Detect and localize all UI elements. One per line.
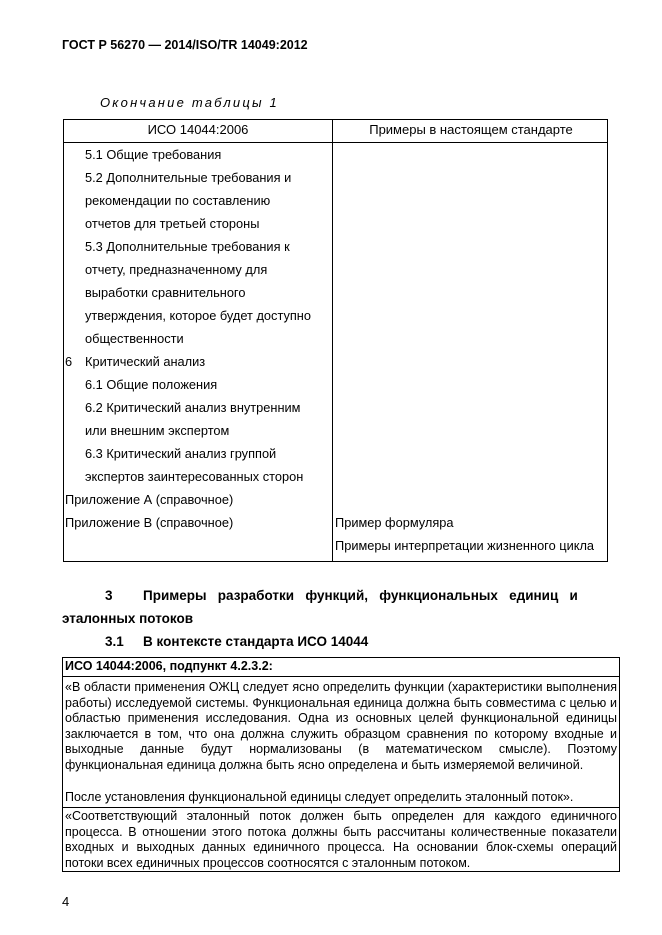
table-row: рекомендации по составлению <box>85 193 271 208</box>
section-3-1-title: В контексте стандарта ИСО 14044 <box>143 634 369 649</box>
section-3-number: 3 <box>105 588 113 603</box>
table-row: Приложение В (справочное) <box>65 515 234 530</box>
table-row: Критический анализ <box>85 354 206 369</box>
document-header: ГОСТ Р 56270 — 2014/ISO/TR 14049:2012 <box>62 38 308 52</box>
quote-box-divider <box>63 676 619 677</box>
quote-box-title: ИСО 14044:2006, подпункт 4.2.3.2: <box>65 659 273 673</box>
section-number: 6 <box>65 354 73 369</box>
section-3-1-number: 3.1 <box>105 634 124 649</box>
table-row: 5.3 Дополнительные требования к <box>85 239 290 254</box>
column-header-iso: ИСО 14044:2006 <box>147 122 249 137</box>
table-row: 6.3 Критический анализ группой <box>85 446 277 461</box>
quote-paragraph-1: «В области применения ОЖЦ следует ясно определить функции (характеристики выполнения работы) исследуемой системы. Функциональная единица должна быть совместима с целью и областью применения исследования. Одна из основных целей функциональной единицы заключается в том, что она должна служить образцом сравнения по которому входные и выходные данные будут нормализованы (в математическом смысле). Поэтому функциональная единица должна быть ясно определена и быть измеряемой величиной. <box>65 680 617 772</box>
table-row: утверждения, которое будет доступно <box>85 308 311 323</box>
table-row: отчетов для третьей стороны <box>85 216 260 231</box>
table-row: выработки сравнительного <box>85 285 246 300</box>
standards-table <box>63 119 608 562</box>
table-row: 5.1 Общие требования <box>85 147 222 162</box>
quote-paragraph-3: «Соответствующий эталонный поток должен быть определен для каждого единичного процесса. В отношении этого потока должны быть рассчитаны количественные показатели входных и выходных данных единичного процесса. На основании блок-схемы операций потоки всех единичных процессов соотносятся с эталонным потоком. <box>65 809 617 870</box>
section-3-title-continued: эталонных потоков <box>62 611 194 626</box>
table-row: отчету, предназначенному для <box>85 262 268 277</box>
table-row: 6.1 Общие положения <box>85 377 218 392</box>
quote-box-divider <box>63 807 619 808</box>
table-row: 5.2 Дополнительные требования и <box>85 170 292 185</box>
table-row: Примеры интерпретации жизненного цикла <box>335 538 595 553</box>
section-3-title: Примеры разработки функций, функциональных единиц и <box>143 588 578 603</box>
table-row: экспертов заинтересованных сторон <box>85 469 304 484</box>
column-divider <box>332 120 333 561</box>
table-row: или внешним экспертом <box>85 423 230 438</box>
table-row: Приложение А (справочное) <box>65 492 234 507</box>
column-header-examples: Примеры в настоящем стандарте <box>369 122 573 137</box>
table-row: 6.2 Критический анализ внутренним <box>85 400 301 415</box>
table-caption: Окончание таблицы 1 <box>100 95 279 110</box>
table-row: общественности <box>85 331 184 346</box>
quote-paragraph-2: После установления функциональной единицы следует определить эталонный поток». <box>65 790 574 804</box>
quote-box <box>62 657 620 872</box>
page-number: 4 <box>62 894 70 909</box>
table-row: Пример формуляра <box>335 515 454 530</box>
